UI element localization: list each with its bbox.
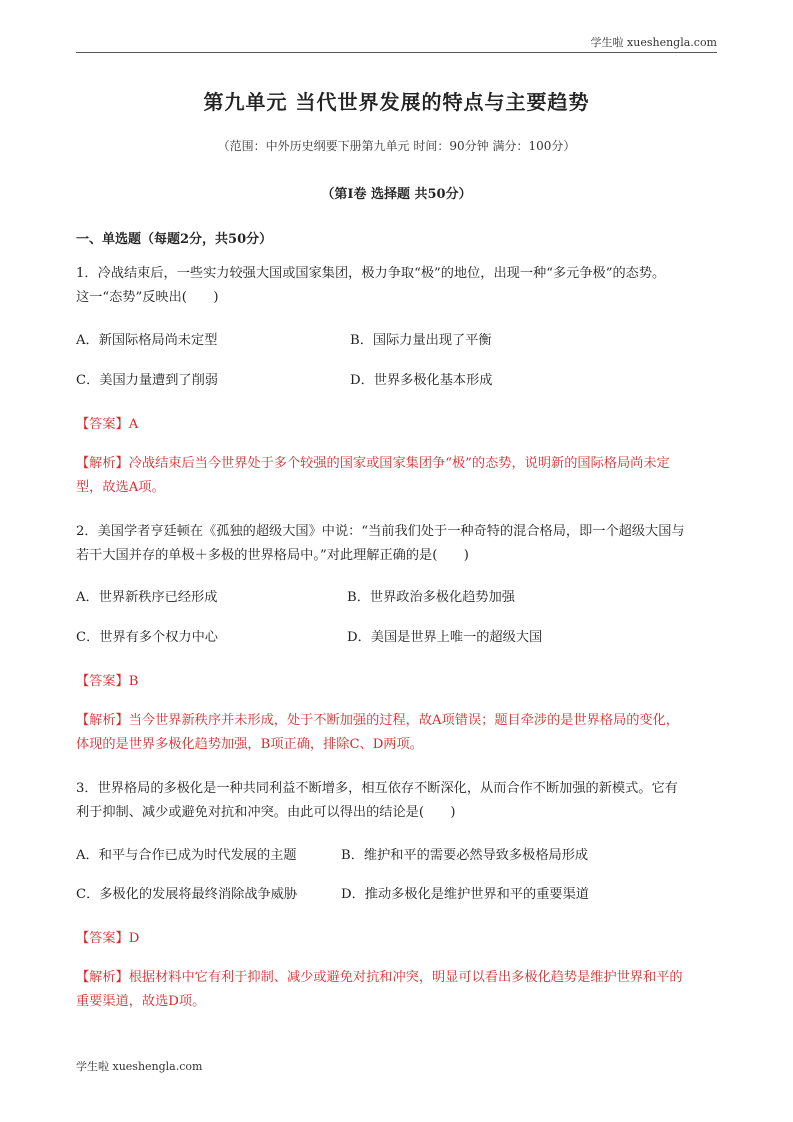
question-1-option-b: B．国际力量出现了平衡 [350,333,492,348]
question-2-option-d: D．美国是世界上唯一的超级大国 [347,630,543,645]
page-header-site: 学生啦 xueshengla.com [590,36,717,49]
question-2-analysis-line1: 【解析】当今世界新秩序并未形成，处于不断加强的过程，故A项错误；题目牵涉的是世界格局的变化， [76,713,679,728]
question-3-stem-line1: 3．世界格局的多极化是一种共同利益不断增多，相互依存不断深化，从而合作不断加强的新模式。它有 [76,781,678,796]
question-1-stem-line1: 1．冷战结束后，一些实力较强大国或国家集团，极力争取“极”的地位，出现一种“多元争极”的态势。 [76,266,666,281]
question-1-analysis-line2: 型，故选A项。 [76,480,165,495]
question-1-analysis [76,452,719,500]
question-3-analysis-line2: 重要渠道，故选D项。 [76,994,206,1009]
page-title: 第九单元 当代世界发展的特点与主要趋势 [203,90,590,114]
question-2-option-c: C．世界有多个权力中心 [76,630,218,645]
part-heading: （第Ⅰ卷 选择题 共50分） [321,187,472,202]
section-heading: 一、单选题（每题2分，共50分） [76,232,273,247]
question-2-option-b: B．世界政治多极化趋势加强 [347,590,515,605]
question-1-stem-line2: 这一“态势”反映出( ) [76,290,219,305]
question-3-stem [76,777,719,825]
question-1-option-a: A．新国际格局尚未定型 [76,333,218,348]
header-divider [76,52,717,53]
question-3-analysis-line1: 【解析】根据材料中它有利于抑制、减少或避免对抗和冲突，明显可以看出多极化趋势是维护世界和平的 [76,970,683,985]
question-2-stem-line2: 若干大国并存的单极＋多极的世界格局中。”对此理解正确的是( ) [76,548,469,563]
page-subtitle: （范围：中外历史纲要下册第九单元 时间：90分钟 满分：100分） [217,139,576,153]
question-3-answer: 【答案】D [76,931,140,946]
question-3-option-c: C．多极化的发展将最终消除战争威胁 [76,887,298,902]
question-2-option-a: A．世界新秩序已经形成 [76,590,218,605]
question-3-option-b: B．维护和平的需要必然导致多极格局形成 [341,848,589,863]
question-1-option-c: C．美国力量遭到了削弱 [76,373,218,388]
question-3-stem-line2: 利于抑制、减少或避免对抗和冲突。由此可以得出的结论是( ) [76,805,456,820]
question-3-option-d: D．推动多极化是维护世界和平的重要渠道 [341,887,589,902]
question-2-analysis [76,709,719,757]
question-2-stem-line1: 2．美国学者亨廷顿在《孤独的超级大国》中说：“当前我们处于一种奇特的混合格局，即一个超级大国与 [76,524,685,539]
question-1-analysis-line1: 【解析】冷战结束后当今世界处于多个较强的国家或国家集团争“极”的态势，说明新的国际格局尚未定 [76,456,670,471]
question-1-answer: 【答案】A [76,417,139,432]
question-2-stem [76,520,719,568]
question-1-option-d: D．世界多极化基本形成 [350,373,493,388]
question-2-analysis-line2: 体现的是世界多极化趋势加强，B项正确，排除C、D两项。 [76,737,423,752]
question-2-answer: 【答案】B [76,674,139,689]
page-footer-site: 学生啦 xueshengla.com [76,1060,203,1073]
question-3-analysis [76,966,719,1014]
question-3-option-a: A．和平与合作已成为时代发展的主题 [76,848,297,863]
question-1-stem [76,262,719,310]
